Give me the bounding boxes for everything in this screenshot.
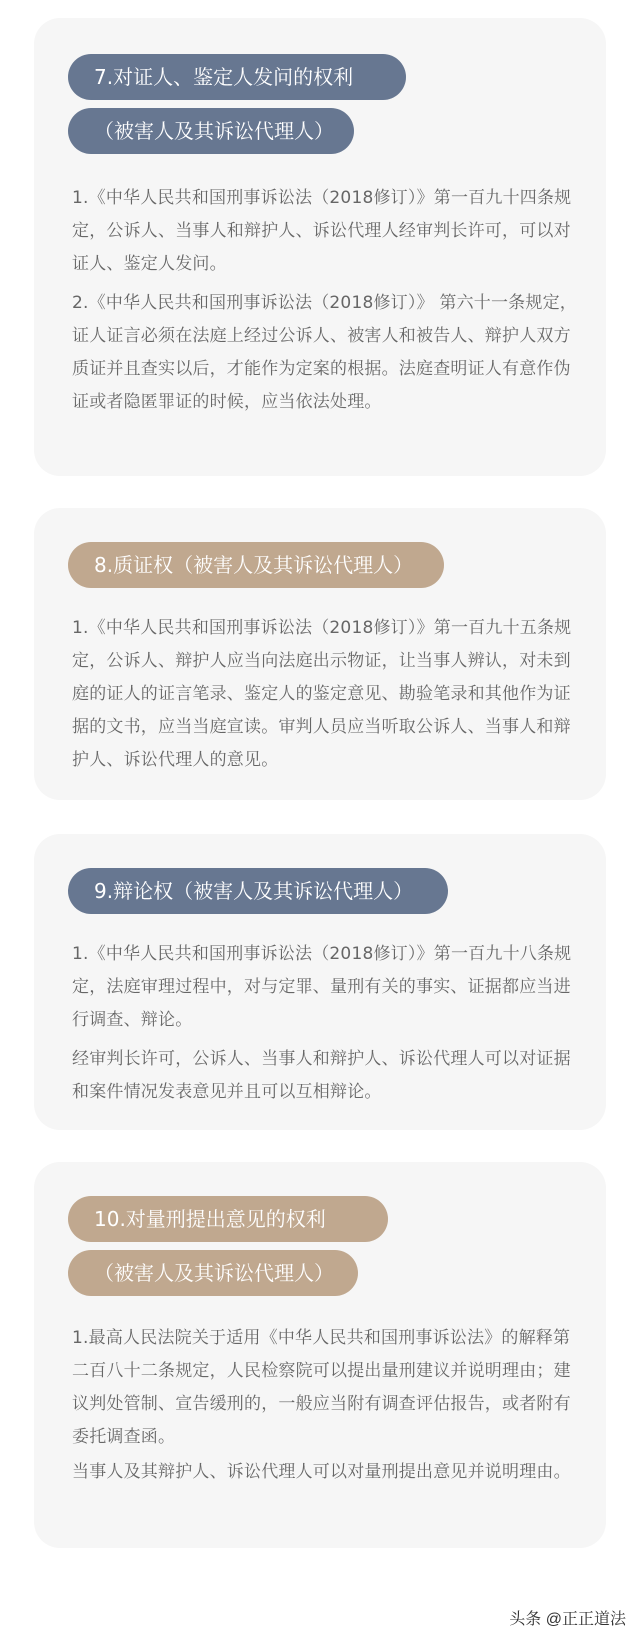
section-title-10-line1: 10.对量刑提出意见的权利 [68,1196,388,1242]
section-title-7-line2: （被害人及其诉讼代理人） [68,108,354,154]
section-9-paragraph-2: 经审判长许可，公诉人、当事人和辩护人、诉讼代理人可以对证据和案件情况发表意见并且可以互相辩论。 [72,1049,571,1102]
section-8-paragraph-1: 1.《中华人民共和国刑事诉讼法（2018修订）》第一百九十五条规定，公诉人、辩护人应当向法庭出示物证，让当事人辨认，对未到庭的证人的证言笔录、鉴定人的鉴定意见、勘验笔录和其他作为证据的文书，应当当庭宣读。审判人员应当听取公诉人、当事人和辩护人、诉讼代理人的意见。 [72,618,572,770]
section-7-paragraph-2: 2.《中华人民共和国刑事诉讼法（2018修订）》 第六十一条规定，证人证言必须在法庭上经过公诉人、被害人和被告人、辩护人双方质证并且查实以后，才能作为定案的根据。法庭查明证人有意作伪证或者隐匿罪证的时候，应当依法处理。 [72,293,577,412]
watermark: 头条 @正正道法 [509,1611,626,1628]
section-10-paragraph-2: 当事人及其辩护人、诉讼代理人可以对量刑提出意见并说明理由。 [72,1462,571,1482]
section-title-9: 9.辩论权（被害人及其诉讼代理人） [68,868,448,914]
section-10-paragraph-1: 1.最高人民法院关于适用《中华人民共和国刑事诉讼法》的解释第二百八十二条规定，人民检察院可以提出量刑建议并说明理由；建议判处管制、宣告缓刑的，一般应当附有调查评估报告，或者附有委托调查函。 [72,1328,571,1447]
section-title-8: 8.质证权（被害人及其诉讼代理人） [68,542,444,588]
section-7-paragraph-1: 1.《中华人民共和国刑事诉讼法（2018修订）》第一百九十四条规定，公诉人、当事人和辩护人、诉讼代理人经审判长许可，可以对证人、鉴定人发问。 [72,188,572,274]
section-title-10-line2: （被害人及其诉讼代理人） [68,1250,358,1296]
section-title-7-line1: 7.对证人、鉴定人发问的权利 [68,54,406,100]
section-9-paragraph-1: 1.《中华人民共和国刑事诉讼法（2018修订）》第一百九十八条规定，法庭审理过程中，对与定罪、量刑有关的事实、证据都应当进行调查、辩论。 [72,944,572,1030]
